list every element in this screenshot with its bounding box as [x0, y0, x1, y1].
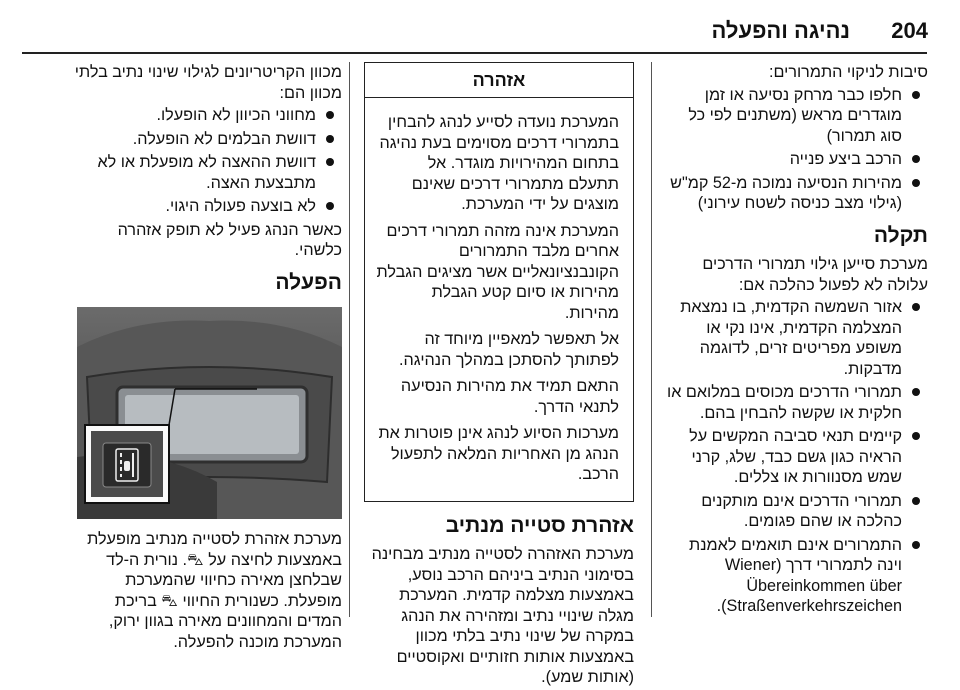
- warning-paragraph: המערכת אינה מזהה תמרורי דרכים אחרים מלבד התמרורים הקונבנציונאליים אשר מציגים הגבלת מהירות או סיום קטע הגבלת מהירות.: [376, 221, 619, 322]
- activation-caption: מערכת אזהרת לסטייה מנתיב מופעלת באמצעות לחיצה על ⛍. נורית ה-לד שבלחצן מאירה כחיווי שהמערכת מופעלת. כשנורית החיווי ⛍ בריכת המדים והמחוונים מאירה בגוון ירוק, המערכת מוכנה להפעלה.: [87, 530, 342, 651]
- header-divider: [22, 52, 927, 54]
- list-item: [70, 152, 342, 193]
- lane-departure-icon[interactable]: [111, 447, 143, 483]
- list-item-text: קיימים תנאי סביבה המקשים על הראיה כגון גשם כבד, שלג, קרני שמש מסנוורות או צללים.: [689, 427, 902, 486]
- list-item: [663, 173, 928, 214]
- fault-heading: תקלה: [873, 223, 928, 247]
- list-item: [663, 535, 928, 617]
- activation-heading: הפעלה: [275, 270, 342, 294]
- list-item: [663, 491, 928, 532]
- no-warning-note: כאשר הנהג פעיל לא תופק אזהרה כלשהי.: [117, 220, 342, 259]
- list-item: [70, 105, 342, 126]
- bullet-icon: [912, 155, 920, 163]
- bullet-icon: [912, 432, 920, 440]
- dashboard-illustration: [77, 307, 342, 519]
- list-item-text: לא בוצעה פעולה היגוי.: [165, 197, 316, 215]
- bullet-icon: [912, 179, 920, 187]
- list-item-text: תמרורי הדרכים מכוסים במלואם או חלקית או שקשה להבחין בהם.: [667, 383, 902, 422]
- bullet-icon: [912, 303, 920, 311]
- list-item: [663, 85, 928, 147]
- bullet-icon: [326, 158, 334, 166]
- warning-paragraph: התאם תמיד את מהירות הנסיעה לתנאי הדרך.: [400, 377, 619, 416]
- section-heading: אזהרת סטייה מנתיב: [445, 513, 634, 537]
- column-divider: [349, 62, 350, 617]
- column-left: [70, 62, 342, 654]
- column-divider: [651, 62, 652, 617]
- warning-paragraph: המערכת נועדה לסייע לנהג להבחין בתמרורי דרכים מסוימים בעת נהיגה בתחום המהירויות מוגדר. אל תתעלם מתמרורי דרכים שאינם מוצגים על ידי המערכת.: [379, 113, 619, 213]
- warning-body: [365, 98, 633, 501]
- list-item-text: דוושת הבלמים לא הופעלה.: [132, 129, 316, 148]
- list-item: [663, 297, 928, 379]
- column-middle: [364, 62, 634, 690]
- dashboard-photo: [77, 307, 342, 519]
- list-item-text: מהירות הנסיעה נמוכה מ-52 קמ"ש (גילוי מצב כניסה לשטח עירוני): [670, 173, 902, 212]
- list-item-text: תמרורי הדרכים אינם מותקנים כהלכה או שהם פגומים.: [701, 491, 902, 530]
- warning-paragraph: אל תאפשר למאפיין מיוחד זה לפתותך להסתכן במהלך הנהיגה.: [399, 330, 619, 369]
- bullet-icon: [912, 388, 920, 396]
- bullet-icon: [326, 111, 334, 119]
- fault-intro: מערכת סייען גילוי תמרורי הדרכים עלולה לא לפעול כהלכה אם:: [702, 255, 928, 294]
- list-item-text: הרכב ביצע פנייה: [789, 150, 902, 168]
- bullet-icon: [912, 497, 920, 505]
- list-item-text: אזור השמשה הקדמית, בו נמצאת המצלמה הקדמית, אינו נקי או משופע מפריטים זרים, לדוגמה מדבקות.: [680, 298, 902, 378]
- list-item: [663, 149, 928, 170]
- list-item: [663, 426, 928, 488]
- page-number: 204: [891, 18, 928, 43]
- bullet-icon: [912, 541, 920, 549]
- page-title: נהיגה והפעלה: [711, 18, 850, 43]
- list-item: [663, 382, 928, 423]
- reasons-list: [663, 85, 928, 214]
- bullet-icon: [326, 202, 334, 210]
- criteria-list: [70, 105, 342, 217]
- list-item-text: דוושת ההאצה לא מופעלת או לא מתבצעת האצה.: [97, 153, 316, 192]
- list-item-text: מחווני הכיוון לא הופעלו.: [156, 106, 316, 124]
- column-right: [663, 62, 928, 620]
- bullet-icon: [912, 91, 920, 99]
- list-item: [70, 196, 342, 217]
- list-item-text: התמרורים אינם תואמים לאמנת וינה לתמרורי דרך (Wiener Übereinkommen über Straßenverkehrszeichen).: [689, 535, 902, 615]
- criteria-intro: מכוון הקריטריונים לגילוי שינוי נתיב בלתי מכוון הם:: [74, 63, 342, 102]
- list-item: [70, 129, 342, 150]
- fault-list: [663, 297, 928, 617]
- bullet-icon: [326, 135, 334, 143]
- section-text: מערכת האזהרה לסטייה מנתיב מבחינה בסימוני הנתיב ביניהם הרכב נוסע, באמצעות מצלמה קדמית. המערכת מגלה שינויי נתיב ומזהירה את הנהג במקרה של שינוי נתיב בלתי מכוון באמצעות אותות חזותיים ואקוסטיים (אותות שמע).: [371, 545, 634, 686]
- warning-box: [364, 62, 634, 502]
- reasons-intro: סיבות לניקוי התמרורים:: [768, 63, 928, 81]
- warning-paragraph: מערכות הסיוע לנהג אינן פוטרות את הנהג מן האחריות המלאה לתפעול הרכב.: [378, 424, 619, 483]
- warning-title: אזהרה: [365, 63, 633, 98]
- list-item-text: חלפו כבר מרחק נסיעה או זמן מוגדרים מראש (משתנים לפי כל סוג תמרור): [688, 85, 902, 145]
